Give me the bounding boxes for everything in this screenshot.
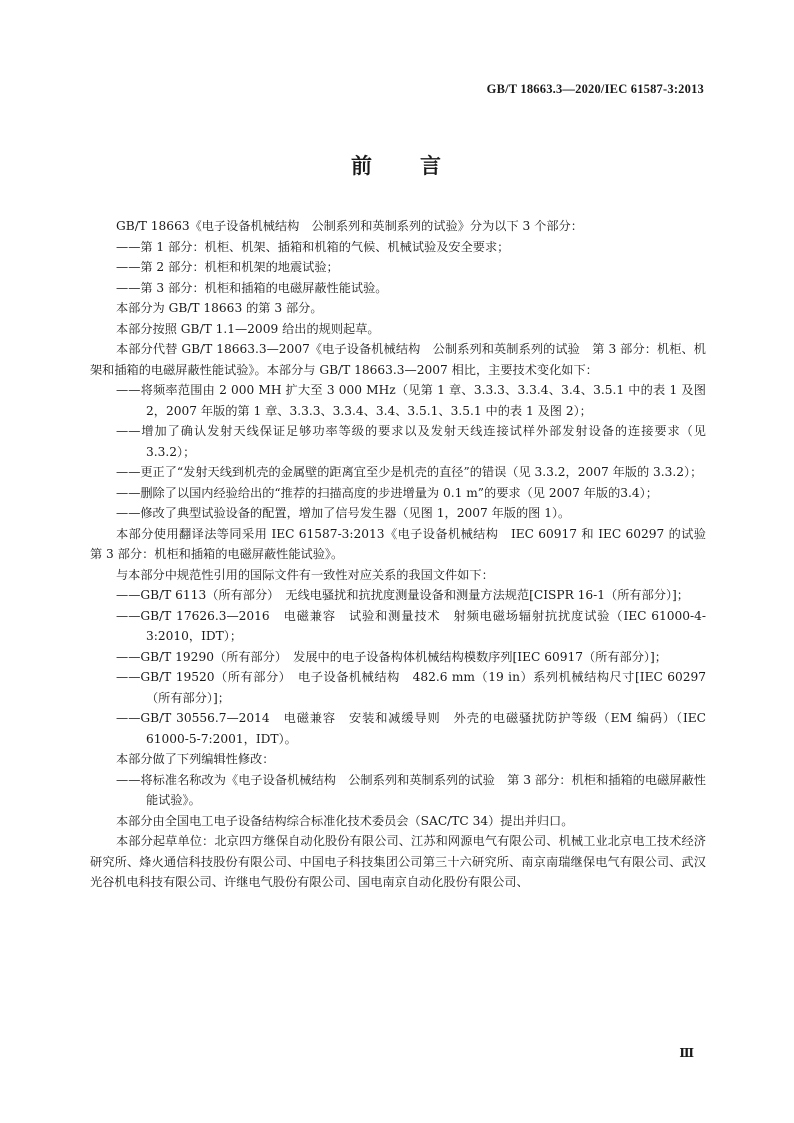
title-char-1: 前	[351, 154, 374, 178]
list-item: ——第 1 部分：机柜、机架、插箱和机箱的气候、机械试验及安全要求；	[116, 239, 510, 254]
list-item: ——修改了典型试验设备的配置，增加了信号发生器（见图 1，2007 年版的图 1）。	[116, 506, 571, 520]
list-item: ——第 2 部分：机柜和机架的地震试验；	[116, 260, 339, 274]
paragraph: 本部分按照 GB/T 1.1—2009 给出的规则起草。	[116, 321, 380, 336]
list-item: ——GB/T 19290（所有部分） 发展中的电子设备构体机械结构模数序列[IEC 60917（所有部分）]；	[116, 649, 667, 664]
paragraph: 本部分做了下列编辑性修改：	[116, 752, 275, 766]
paragraph: 本部分由全国电工电子设备结构综合标准化技术委员会（SAC/TC 34）提出并归口。	[116, 813, 574, 828]
standard-number-header: GB/T 18663.3—2020/IEC 61587-3:2013	[486, 82, 704, 96]
list-item: ——更正了“发射天线到机壳的金属壁的距离宜至少是机壳的直径”的错误（见 3.3.2，2007 年版的 3.3.2）；	[116, 465, 703, 479]
paragraph: 本部分为 GB/T 18663 的第 3 部分。	[116, 301, 323, 315]
list-item: ——GB/T 17626.3—2016 电磁兼容 试验和测量技术 射频电磁场辐射抗扰度试验（IEC 61000-4-3:2010，IDT）；	[116, 608, 706, 643]
paragraph: 本部分使用翻译法等同采用 IEC 61587-3:2013《电子设备机械结构 IEC 60917 和 IEC 60297 的试验 第 3 部分：机柜和插箱的电磁屏蔽性能试验》。	[90, 526, 719, 561]
paragraph: 本部分起草单位：北京四方继保自动化股份有限公司、江苏和网源电气有限公司、机械工业北京电工技术经济研究所、烽火通信科技股份有限公司、中国电子科技集团公司第三十六研究所、南京南瑞继保电气有限公司、武汉光谷机电科技有限公司、许继电气股份有限公司、国电南京自动化股份有限公司、	[90, 834, 706, 889]
title-char-2: 言	[420, 154, 443, 178]
list-item: ——第 3 部分：机柜和插箱的电磁屏蔽性能试验。	[116, 280, 388, 295]
list-item: ——将频率范围由 2 000 MH 扩大至 3 000 MHz（见第 1 章、3.3.3、3.3.4、3.4、3.5.1 中的表 1 及图 2，2007 年版的第 1 章、3.3.3、3.3.4、3.4、3.5.1、3.5.1 中的表 1 及图 2）；	[116, 383, 706, 418]
list-item: ——GB/T 19520（所有部分） 电子设备机械结构 482.6 mm（19 in）系列机械结构尺寸[IEC 60297（所有部分）]；	[116, 670, 706, 705]
list-item: ——GB/T 6113（所有部分） 无线电骚扰和抗扰度测量设备和测量方法规范[CISPR 16-1（所有部分）]；	[116, 588, 689, 602]
list-item: ——删除了以国内经验给出的“推荐的扫描高度的步进增量为 0.1 m”的要求（见 2007 年版的3.4）；	[116, 485, 658, 500]
page-title	[0, 150, 794, 180]
list-item: ——GB/T 30556.7—2014 电磁兼容 安装和减缓导则 外壳的电磁骚扰防护等级（EM 编码）（IEC 61000-5-7:2001，IDT）。	[116, 711, 706, 746]
paragraph: GB/T 18663《电子设备机械结构 公制系列和英制系列的试验》分为以下 3 个部分：	[116, 219, 583, 233]
paragraph: 本部分代替 GB/T 18663.3—2007《电子设备机械结构 公制系列和英制系列的试验 第 3 部分：机柜、机架和插箱的电磁屏蔽性能试验》。本部分与 GB/T 18663.3—2007 相比，主要技术变化如下：	[90, 342, 706, 377]
list-item: ——增加了确认发射天线保证足够功率等级的要求以及发射天线连接试样外部发射设备的连接要求（见 3.3.2）；	[116, 424, 706, 459]
list-item: ——将标准名称改为《电子设备机械结构 公制系列和英制系列的试验 第 3 部分：机柜和插箱的电磁屏蔽性能试验》。	[116, 772, 706, 807]
paragraph: 与本部分中规范性引用的国际文件有一致性对应关系的我国文件如下：	[116, 567, 494, 582]
page-number: Ⅲ	[679, 1046, 694, 1060]
document-body	[90, 216, 719, 893]
